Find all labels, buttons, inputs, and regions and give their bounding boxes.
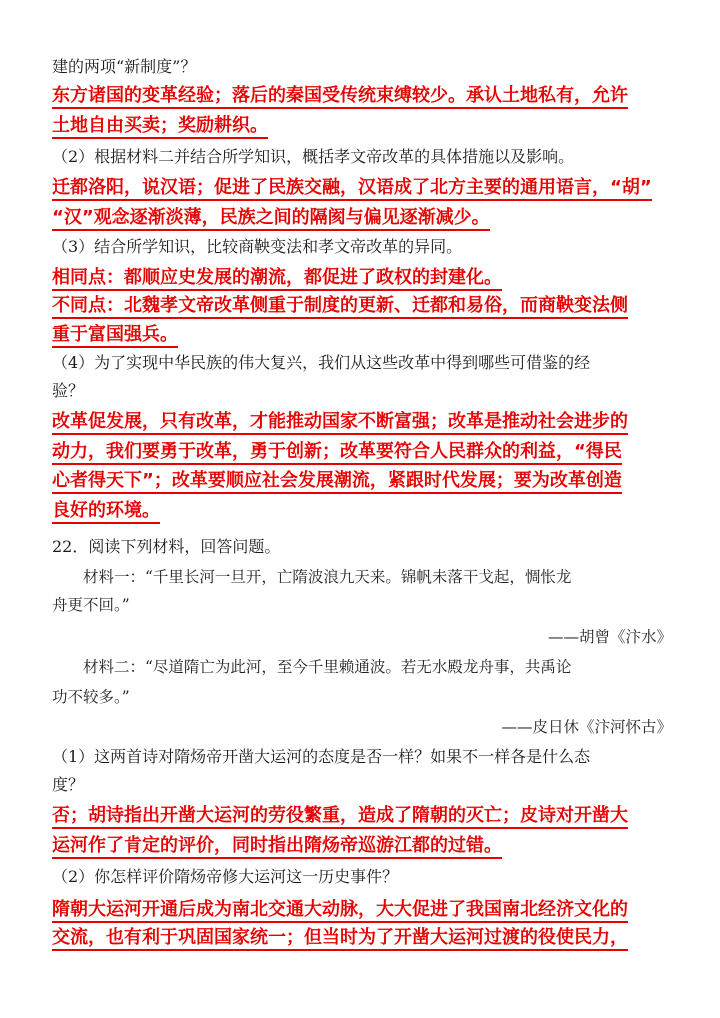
question-text: 22．阅读下列材料，回答问题。 [52,537,281,556]
question-text: （1）这两首诗对隋炀帝开凿大运河的态度是否一样？如果不一样各是什么态 [52,747,591,766]
material-source: ——皮日休《汴河怀古》 [501,718,672,736]
material-text: 功不较多。” [52,688,130,706]
answer-text: 改革促发展，只有改革，才能推动国家不断富强；改革是推动社会进步的 [52,410,672,438]
material-text: 材料一：“千里长河一旦开，亡隋波浪九天来。锦帆未落干戈起，惆怅龙 [52,568,572,586]
question-text: （4）为了实现中华民族的伟大复兴，我们从这些改革中得到哪些可借鉴的经 [52,353,591,372]
material-text: 舟更不回。” [52,596,130,614]
material-text: 材料二：“尽道隋亡为此河，至今千里赖通波。若无水殿龙舟事，共禹论 [52,658,572,676]
answer-text: 动力，我们要勇于改革，勇于创新；改革要符合人民群众的利益，“得民 [52,440,672,468]
answer-text: 运河作了肯定的评价，同时指出隋炀帝巡游江都的过错。 [52,834,672,862]
answer-text: 相同点：都顺应史发展的潮流，都促进了政权的封建化。 [52,266,672,294]
answer-text: “汉”观念逐渐淡薄，民族之间的隔阂与偏见逐渐减少。 [52,206,672,234]
question-text: 建的两项“新制度”？ [52,57,197,76]
question-text: 验？ [52,381,85,400]
question-text: （3）结合所学知识，比较商鞅变法和孝文帝改革的异同。 [52,237,463,256]
answer-text: 迁都洛阳，说汉语；促进了民族交融，汉语成了北方主要的通用语言，“胡” [52,176,672,204]
answer-text: 重于富国强兵。 [52,323,672,351]
answer-text: 东方诸国的变革经验；落后的秦国受传统束缚较少。承认土地私有，允许 [52,84,672,112]
answer-text: 良好的环境。 [52,499,672,527]
answer-text: 隋朝大运河开通后成为南北交通大动脉，大大促进了我国南北经济文化的 [52,898,672,926]
answer-text: 交流，也有利于巩固国家统一；但当时为了开凿大运河过渡的役使民力， [52,926,672,954]
answer-text: 土地自由买卖；奖励耕织。 [52,114,672,142]
material-source: ——胡曾《汴水》 [547,628,672,646]
question-text: （2）你怎样评价隋炀帝修大运河这一历史事件？ [52,867,399,886]
question-text: （2）根据材料二并结合所学知识，概括孝文帝改革的具体措施以及影响。 [52,147,575,166]
answer-text: 不同点：北魏孝文帝改革侧重于制度的更新、迁都和易俗，而商鞅变法侧 [52,294,672,322]
answer-text: 心者得天下”；改革要顺应社会发展潮流，紧跟时代发展；要为改革创造 [52,469,672,497]
answer-text: 否；胡诗指出开凿大运河的劳役繁重，造成了隋朝的灭亡；皮诗对开凿大 [52,804,672,832]
question-text: 度？ [52,775,85,794]
